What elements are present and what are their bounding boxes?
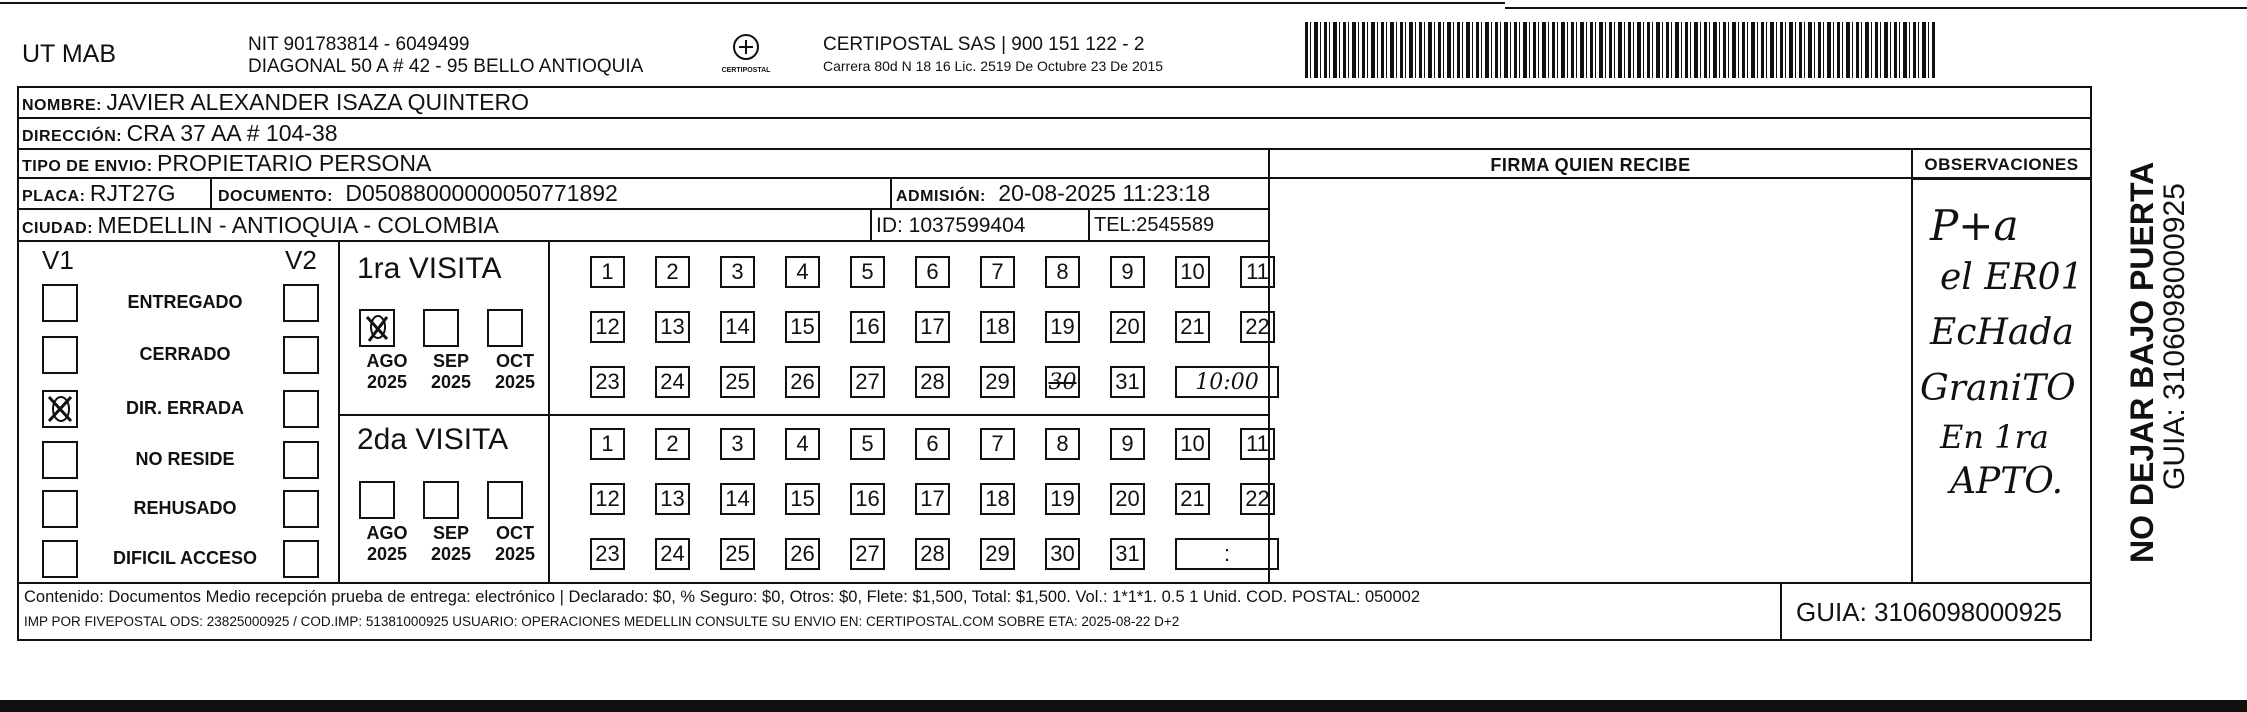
day-box[interactable]: 15: [785, 483, 820, 515]
placa-row: [22, 180, 176, 207]
obs-hand-line: En 1ra: [1940, 418, 2049, 456]
year-label: 2025: [430, 372, 472, 392]
day-box[interactable]: 11: [1240, 428, 1275, 460]
direccion-label: DIRECCIÓN:: [22, 128, 123, 145]
day-box[interactable]: 2: [655, 428, 690, 460]
day-box[interactable]: 29: [980, 366, 1015, 398]
month-label: OCT: [496, 523, 534, 543]
obs-hand-line: APTO.: [1950, 461, 2064, 502]
month-option: [357, 309, 417, 393]
v2-checkbox[interactable]: [283, 390, 319, 428]
col-line: [870, 208, 872, 241]
day-box[interactable]: 24: [655, 538, 690, 570]
check-mark-icon: [361, 311, 393, 345]
day-row: [590, 483, 1305, 515]
status-label: ENTREGADO: [127, 292, 243, 312]
day-row: [590, 256, 1305, 288]
observaciones-label: OBSERVACIONES: [1924, 155, 2079, 174]
day-box[interactable]: 30: [1045, 366, 1080, 398]
month-label: SEP: [432, 523, 470, 543]
day-box[interactable]: 14: [720, 483, 755, 515]
col-line: [338, 240, 340, 584]
v2-checkbox[interactable]: [283, 540, 319, 578]
row-line: [17, 177, 2092, 179]
day-box[interactable]: 16: [850, 483, 885, 515]
bottom-thick-border: [0, 700, 2247, 712]
day-box[interactable]: 10: [1175, 256, 1210, 288]
year-label: 2025: [494, 372, 536, 392]
id-value: ID: 1037599404: [876, 214, 1026, 237]
day-box[interactable]: 31: [1110, 366, 1145, 398]
day-box[interactable]: 7: [980, 256, 1015, 288]
col-line: [1088, 208, 1090, 241]
col-line: [2090, 148, 2092, 584]
obs-hand-line: P+a: [1930, 201, 2019, 250]
day-box[interactable]: 30: [1045, 538, 1080, 570]
day-box[interactable]: 6: [915, 428, 950, 460]
v1-checkbox[interactable]: [42, 490, 78, 528]
day-box[interactable]: 12: [590, 311, 625, 343]
month-label: AGO: [366, 523, 408, 543]
day-box[interactable]: 23: [590, 538, 625, 570]
day-row: [590, 538, 1279, 570]
day-box[interactable]: 19: [1045, 483, 1080, 515]
month-checkbox[interactable]: [487, 309, 523, 347]
col-line: [1911, 148, 1913, 584]
day-box[interactable]: 26: [785, 366, 820, 398]
day-box[interactable]: 4: [785, 256, 820, 288]
year-label: 2025: [366, 544, 408, 564]
footer-guia: GUIA: 3106098000925: [1796, 597, 2062, 627]
month-label: OCT: [496, 351, 534, 371]
company-address: DIAGONAL 50 A # 42 - 95 BELLO ANTIOQUIA: [248, 56, 644, 77]
v2-checkbox[interactable]: [283, 490, 319, 528]
day-box[interactable]: 13: [655, 483, 690, 515]
visit1-title: 1ra VISITA: [357, 252, 502, 285]
day-box[interactable]: 28: [915, 538, 950, 570]
day-row: [590, 366, 1279, 398]
v2-checkbox[interactable]: [283, 441, 319, 479]
year-label: 2025: [430, 544, 472, 564]
day-box[interactable]: 5: [850, 256, 885, 288]
day-box[interactable]: 18: [980, 311, 1015, 343]
day-box[interactable]: 29: [980, 538, 1015, 570]
col-line: [548, 240, 550, 584]
month-option: [485, 309, 545, 393]
col-line: [1780, 582, 1782, 640]
obs-underline: [1913, 178, 2090, 180]
tipo-row: [22, 150, 431, 177]
tipo-value: PROPIETARIO PERSONA: [157, 150, 432, 176]
nit: NIT 901783814 - 6049499: [248, 34, 470, 55]
nombre-row: [22, 89, 529, 116]
logo-text: CERTIPOSTAL: [721, 67, 771, 74]
direccion-value: CRA 37 AA # 104-38: [126, 120, 338, 146]
certipostal-logo: [715, 32, 777, 78]
placa-value: RJT27G: [89, 180, 176, 206]
day-box[interactable]: 21: [1175, 311, 1210, 343]
logo-emblem-icon: [731, 32, 761, 62]
day-box[interactable]: 1: [590, 428, 625, 460]
v1-checkbox[interactable]: [42, 284, 78, 322]
month-checkbox[interactable]: [423, 481, 459, 519]
v1-checkbox[interactable]: [42, 336, 78, 374]
day-box[interactable]: 13: [655, 311, 690, 343]
col-line: [210, 177, 212, 209]
direccion-row: [22, 120, 338, 147]
day-box[interactable]: 12: [590, 483, 625, 515]
documento-row: [218, 180, 618, 207]
day-box[interactable]: 6: [915, 256, 950, 288]
day-box[interactable]: 17: [915, 311, 950, 343]
x-mark-icon: [44, 392, 76, 426]
footer-line1: Contenido: Documentos Medio recepción prueba de entrega: electrónico | Declarado: $0, % Seguro: $0, Otros: $0, Flete: $1,500, Total: $1,500. Vol.: 1*1*1. 0.5 1 Unid. COD. POSTAL: 050002: [24, 588, 1421, 606]
month-option: [421, 309, 481, 393]
day-box[interactable]: 8: [1045, 256, 1080, 288]
day-row: [590, 311, 1305, 343]
ciudad-value: MEDELLIN - ANTIOQUIA - COLOMBIA: [97, 212, 499, 238]
day-box[interactable]: 18: [980, 483, 1015, 515]
visit-divider: [338, 414, 1270, 416]
observaciones-handwriting: [1920, 200, 2085, 506]
day-box[interactable]: 7: [980, 428, 1015, 460]
v1-label: V1: [42, 245, 74, 275]
documento-label: DOCUMENTO:: [218, 188, 333, 205]
status-label: REHUSADO: [133, 498, 237, 518]
day-box[interactable]: 22: [1240, 483, 1275, 515]
day-box[interactable]: 14: [720, 311, 755, 343]
tipo-label: TIPO DE ENVIO:: [22, 158, 153, 175]
v1-checkbox[interactable]: [42, 441, 78, 479]
top-border: [0, 2, 1505, 4]
certipostal-line2: Carrera 80d N 18 16 Lic. 2519 De Octubre 23 De 2015: [823, 58, 1164, 74]
day-box[interactable]: 9: [1110, 428, 1145, 460]
admision-row: [896, 180, 1210, 207]
month-option: [357, 481, 417, 565]
obs-hand-line: el ER01: [1940, 257, 2084, 298]
day-box[interactable]: 20: [1110, 311, 1145, 343]
status-label: NO RESIDE: [135, 449, 235, 469]
barcode: [1305, 22, 1935, 78]
time-box[interactable]: 10:00: [1175, 366, 1279, 398]
day-box[interactable]: 26: [785, 538, 820, 570]
status-label: DIFICIL ACCESO: [112, 548, 257, 568]
documento-value: D05088000000050771892: [345, 180, 618, 206]
day-box[interactable]: 1: [590, 256, 625, 288]
day-box[interactable]: 8: [1045, 428, 1080, 460]
row-line: [17, 240, 1269, 242]
day-box[interactable]: 3: [720, 428, 755, 460]
day-box[interactable]: 11: [1240, 256, 1275, 288]
day-box[interactable]: 24: [655, 366, 690, 398]
placa-label: PLACA:: [22, 188, 86, 205]
certipostal-line1: CERTIPOSTAL SAS | 900 151 122 - 2: [823, 34, 1145, 55]
year-label: 2025: [366, 372, 408, 392]
footer-line2: IMP POR FIVEPOSTAL ODS: 23825000925 / COD.IMP: 51381000925 USUARIO: OPERACIONES MEDELLIN CONSULTE SU ENVIO EN: CERTIPOSTAL.COM SOBRE ETA: 2025-08-22 D+2: [24, 614, 1180, 629]
admision-value: 20-08-2025 11:23:18: [998, 180, 1211, 206]
tel-value: TEL:2545589: [1094, 214, 1215, 236]
day-box[interactable]: 16: [850, 311, 885, 343]
month-label: SEP: [432, 351, 470, 371]
ciudad-row: [22, 212, 499, 239]
day-box[interactable]: 23: [590, 366, 625, 398]
top-border-right: [1505, 7, 2247, 9]
v2-checkbox[interactable]: [283, 336, 319, 374]
side-guia: GUIA: 3106098000925: [2158, 183, 2191, 490]
day-box[interactable]: 25: [720, 538, 755, 570]
ciudad-label: CIUDAD:: [22, 220, 94, 237]
day-box[interactable]: 17: [915, 483, 950, 515]
v1-checkbox[interactable]: [42, 390, 78, 428]
day-box[interactable]: 3: [720, 256, 755, 288]
v1-checkbox[interactable]: [42, 540, 78, 578]
day-box[interactable]: 21: [1175, 483, 1210, 515]
day-box[interactable]: 31: [1110, 538, 1145, 570]
firma-label: FIRMA QUIEN RECIBE: [1490, 155, 1691, 175]
day-box[interactable]: 27: [850, 366, 885, 398]
time-box[interactable]: :: [1175, 538, 1279, 570]
day-box[interactable]: 19: [1045, 311, 1080, 343]
month-option: [485, 481, 545, 565]
day-box[interactable]: 15: [785, 311, 820, 343]
row-line: [17, 117, 2092, 119]
nombre-label: NOMBRE:: [22, 97, 102, 114]
month-checkbox[interactable]: [487, 481, 523, 519]
row-line: [17, 208, 1269, 210]
col-line: [890, 177, 892, 209]
v2-label: V2: [285, 245, 317, 275]
month-label: AGO: [366, 351, 408, 371]
side-no-dejar: NO DEJAR BAJO PUERTA: [2124, 161, 2160, 563]
status-label: CERRADO: [139, 344, 231, 364]
month-checkbox[interactable]: [423, 309, 459, 347]
day-box[interactable]: 20: [1110, 483, 1145, 515]
month-checkbox[interactable]: [359, 309, 395, 347]
day-box[interactable]: 5: [850, 428, 885, 460]
month-checkbox[interactable]: [359, 481, 395, 519]
day-box[interactable]: 22: [1240, 311, 1275, 343]
month-option: [421, 481, 481, 565]
company-name: UT MAB: [22, 40, 116, 68]
day-box[interactable]: 10: [1175, 428, 1210, 460]
day-box[interactable]: 25: [720, 366, 755, 398]
obs-hand-line: EcHada: [1930, 312, 2074, 353]
day-box[interactable]: 28: [915, 366, 950, 398]
visit2-title: 2da VISITA: [357, 423, 509, 456]
obs-hand-line: GraniTO: [1920, 368, 2076, 409]
v2-checkbox[interactable]: [283, 284, 319, 322]
day-box[interactable]: 2: [655, 256, 690, 288]
day-box[interactable]: 27: [850, 538, 885, 570]
day-box[interactable]: 9: [1110, 256, 1145, 288]
status-label: DIR. ERRADA: [125, 398, 244, 418]
year-label: 2025: [494, 544, 536, 564]
nombre-value: JAVIER ALEXANDER ISAZA QUINTERO: [106, 89, 530, 115]
day-box[interactable]: 4: [785, 428, 820, 460]
admision-label: ADMISIÓN:: [896, 188, 986, 205]
day-row: [590, 428, 1305, 460]
